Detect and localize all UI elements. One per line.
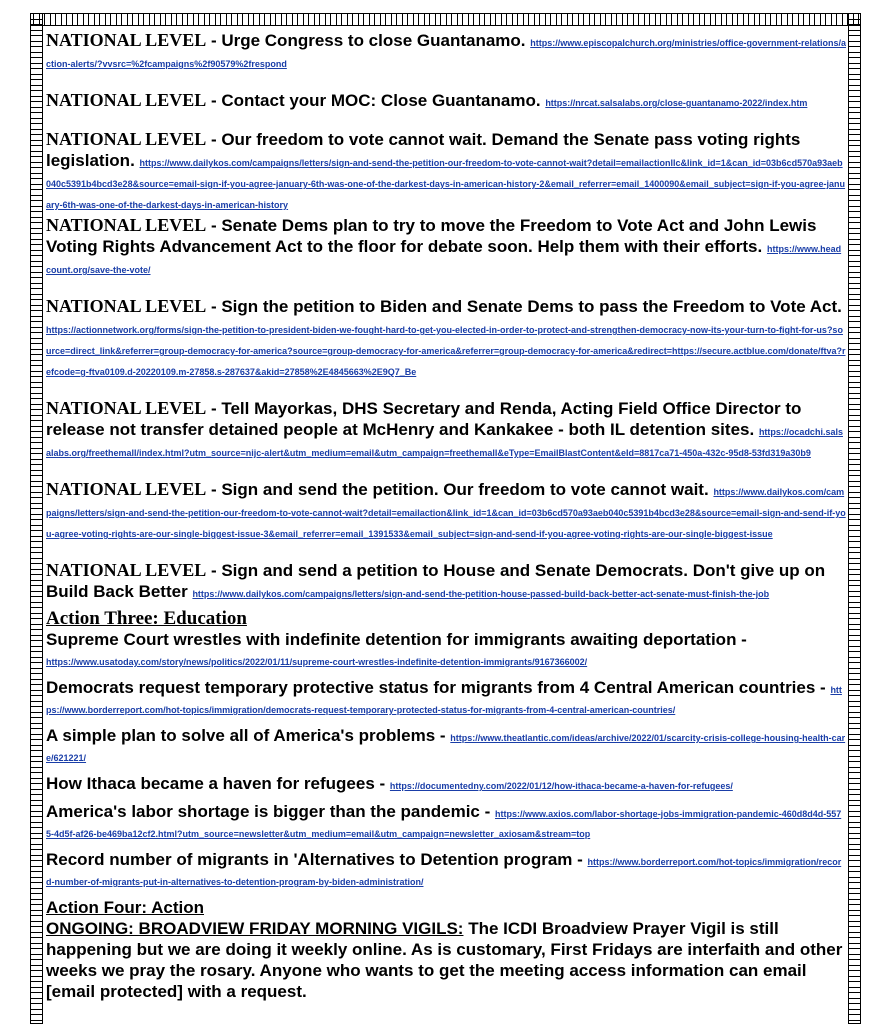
action-link[interactable]: https://www.headcount.org/save-the-vote/ (46, 244, 842, 275)
separator-dash: - (206, 399, 222, 418)
national-level-label: NATIONAL LEVEL (46, 215, 207, 235)
separator-dash: - (206, 297, 222, 316)
education-article-item (46, 774, 846, 794)
national-level-label: NATIONAL LEVEL (46, 560, 207, 580)
national-action-text: Urge Congress to close Guantanamo. (221, 31, 526, 50)
national-level-label: NATIONAL LEVEL (46, 129, 207, 149)
national-action-item (46, 215, 846, 278)
separator-dash: - (206, 91, 222, 110)
decorative-border-left (30, 13, 43, 1024)
separator-dash: - (206, 31, 222, 50)
ongoing-vigil-label: ONGOING: BROADVIEW FRIDAY MORNING VIGILS: (46, 919, 464, 938)
decorative-border-top (30, 13, 861, 26)
national-action-list (46, 30, 846, 602)
national-action-text: Senate Dems plan to try to move the Freedom to Vote Act and John Lewis Voting Rights Advancement Act to the floor for debate soon. Help them with their efforts. (46, 216, 817, 256)
national-action-item (46, 560, 846, 602)
action-link[interactable]: https://www.dailykos.com/campaigns/letters/sign-and-send-the-petition-our-freedom-to-vote-cannot-wait?detail=emailactionllc&link_id=1&can_id=03b6cd570a93aeb040c5391b4bcd3e28&source=email-sign-if-you-agree-january-6th-was-one-of-the-darkest-days-in-american-history-2&email_referrer=email_1400090&email_subject=sign-if-you-agree-january-6th-was-one-of-the-darkest-days-in-american-history (46, 158, 846, 210)
national-action-item (46, 296, 846, 380)
national-level-label: NATIONAL LEVEL (46, 90, 207, 110)
national-action-item (46, 398, 846, 461)
action-link[interactable]: https://actionnetwork.org/forms/sign-the-petition-to-president-biden-we-fought-hard-to-get-you-elected-in-order-to-protect-and-strengthen-democracy-now-its-your-turn-to-fight-for-us?source=direct_link&referrer=group-democracy-for-america?source=group-democracy-for-america&referrer=group-democracy-for-america&redirect=https://secure.actblue.com/donate/ftva?refcode=g-ftva0109.d-20220109.m-27858.s-287637&akid=27858%2E4845663%2E9Q7_Be (46, 325, 846, 377)
national-level-label: NATIONAL LEVEL (46, 479, 207, 499)
article-link[interactable]: https://www.borderreport.com/hot-topics/immigration/democrats-request-temporary-protected-status-for-migrants-from-4-central-american-countries/ (46, 685, 842, 715)
action-link[interactable]: https://nrcat.salsalabs.org/close-guantanamo-2022/index.htm (545, 98, 808, 108)
national-action-item (46, 90, 846, 111)
article-link[interactable]: https://www.borderreport.com/hot-topics/immigration/record-number-of-migrants-put-in-alternatives-to-detention-program-by-biden-administration/ (46, 857, 842, 887)
national-action-text: Sign and send the petition. Our freedom to vote cannot wait. (221, 480, 709, 499)
education-article-item (46, 678, 846, 718)
ongoing-vigil-text: The ICDI Broadview Prayer Vigil is still happening but we are doing it weekly online. As is customary, First Fridays are interfaith and other weeks we pray the rosary. Anyone who wants to get the meeting access information can email [email protected] with a request. (46, 919, 843, 1001)
article-link[interactable]: https://www.axios.com/labor-shortage-jobs-immigration-pandemic-460d8d4d-5575-4d5f-af26-be469ba12cf2.html?utm_source=newsletter&utm_medium=email&utm_campaign=newsletter_axiosam&stream=top (46, 809, 842, 839)
article-title: America's labor shortage is bigger than the pandemic - (46, 802, 491, 821)
article-title: Record number of migrants in 'Alternatives to Detention program - (46, 850, 583, 869)
national-action-text: Sign and send a petition to House and Senate Democrats. Don't give up on Build Back Better (46, 561, 826, 601)
action-link[interactable]: https://ocadchi.salsalabs.org/freethemall/index.html?utm_source=nijc-alert&utm_medium=email&utm_campaign=freethemall&eType=EmailBlastContent&eId=8817ca71-450a-432c-95d8-53fd319a30b9 (46, 427, 843, 458)
national-action-item (46, 30, 846, 72)
national-action-text: Sign the petition to Biden and Senate Dems to pass the Freedom to Vote Act. (221, 297, 842, 316)
education-article-item (46, 802, 846, 842)
article-title: A simple plan to solve all of America's problems - (46, 726, 446, 745)
education-article-item (46, 726, 846, 766)
action-link[interactable]: https://www.episcopalchurch.org/ministries/office-government-relations/action-alerts/?vvsrc=%2fcampaigns%2f90579%2frespond (46, 38, 846, 69)
article-title: How Ithaca became a haven for refugees - (46, 774, 386, 793)
separator-dash: - (206, 216, 222, 235)
separator-dash: - (206, 561, 222, 580)
national-action-text: Tell Mayorkas, DHS Secretary and Renda, Acting Field Office Director to release not transfer detained people at McHenry and Kankakee - both IL detention sites. (46, 399, 802, 439)
article-link[interactable]: https://www.usatoday.com/story/news/politics/2022/01/11/supreme-court-wrestles-indefinite-detention-immigrants/9167366002/ (46, 657, 588, 667)
action-link[interactable]: https://www.dailykos.com/campaigns/letters/sign-and-send-the-petition-house-passed-build-back-better-act-senate-must-finish-the-job (192, 589, 770, 599)
national-action-item (46, 479, 846, 542)
article-title: Democrats request temporary protective status for migrants from 4 Central American countries - (46, 678, 826, 697)
action-link[interactable]: https://www.dailykos.com/campaigns/letters/sign-and-send-the-petition-our-freedom-to-vote-cannot-wait?detail=emailaction&link_id=1&can_id=03b6cd570a93aeb040c5391b4bcd3e28&source=email-sign-and-send-if-you-agree-voting-rights-are-our-single-biggest-issue-3&email_referrer=email_1391533&email_subject=sign-and-send-if-you-agree-voting-rights-are-our-single-biggest-issue (46, 487, 846, 539)
section-heading-action: Action Four: Action (46, 898, 205, 917)
article-link[interactable]: https://www.theatlantic.com/ideas/archive/2022/01/scarcity-crisis-college-housing-health-care/621221/ (46, 733, 846, 763)
education-article-list (46, 630, 846, 890)
article-link[interactable]: https://documentedny.com/2022/01/12/how-ithaca-became-a-haven-for-refugees/ (389, 781, 733, 791)
national-action-text: Contact your MOC: Close Guantanamo. (221, 91, 541, 110)
article-title: Supreme Court wrestles with indefinite detention for immigrants awaiting deportation - (46, 630, 747, 649)
separator-dash: - (206, 130, 222, 149)
education-article-item (46, 630, 846, 670)
national-action-text: Our freedom to vote cannot wait. Demand the Senate pass voting rights legislation. (46, 130, 801, 170)
national-action-item (46, 129, 846, 213)
document-content (46, 30, 846, 1024)
section-heading-education: Action Three: Education (46, 608, 247, 629)
national-level-label: NATIONAL LEVEL (46, 30, 207, 50)
separator-dash: - (206, 480, 222, 499)
national-level-label: NATIONAL LEVEL (46, 296, 207, 316)
education-article-item (46, 850, 846, 890)
national-level-label: NATIONAL LEVEL (46, 398, 207, 418)
decorative-border-right (848, 13, 861, 1024)
ongoing-vigil-paragraph (46, 918, 846, 1002)
